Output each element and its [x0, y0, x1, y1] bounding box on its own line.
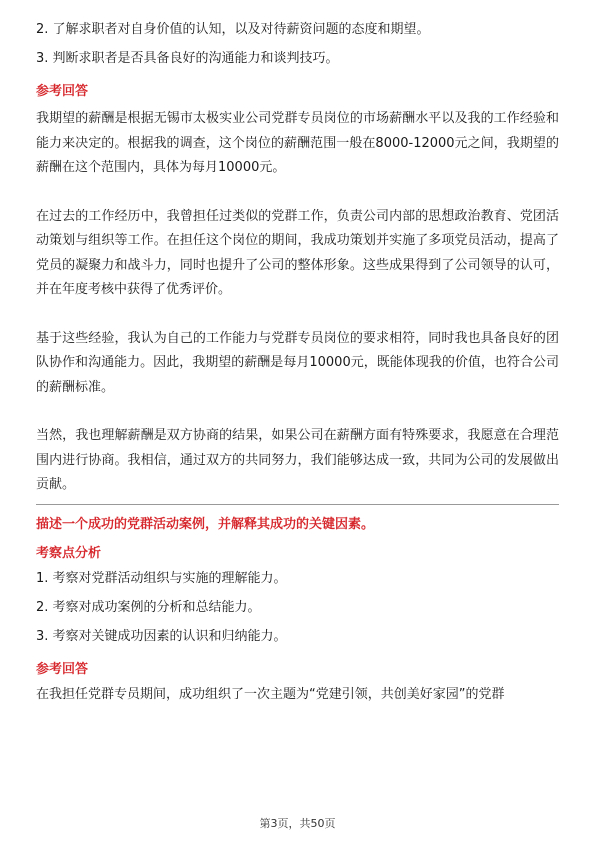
answer-paragraph: 在过去的工作经历中，我曾担任过类似的党群工作，负责公司内部的思想政治教育、党团活动策划与组织等工作。在担任这个岗位的期间，我成功策划并实施了多项党员活动，提高了党员的凝聚力和战斗力，同时也提升了公司的整体形象。这些成果得到了公司领导的认可，并在年度考核中获得了优秀评价。	[36, 208, 559, 297]
reference-answer-heading-2: 参考回答	[36, 661, 89, 677]
list-item: 2. 考察对成功案例的分析和总结能力。	[36, 599, 261, 615]
reference-answer-heading: 参考回答	[36, 84, 89, 99]
answer-paragraph: 我期望的薪酬是根据无锡市太极实业公司党群专员岗位的市场薪酬水平以及我的工作经验和能力来决定的。根据我的调查，这个岗位的薪酬范围一般在8000-12000元之间，我期望的薪酬在这个范围内，具体为每月10000元。	[36, 111, 559, 175]
list-item: 3. 判断求职者是否具备良好的沟通能力和谈判技巧。	[36, 51, 339, 66]
list-item: 3. 考察对关键成功因素的认识和归纳能力。	[36, 628, 287, 644]
answer-paragraph-tail: 在我担任党群专员期间，成功组织了一次主题为“党建引领，共创美好家园”的党群	[36, 686, 505, 702]
document-page	[36, 20, 559, 705]
answer-paragraph: 基于这些经验，我认为自己的工作能力与党群专员岗位的要求相符，同时我也具备良好的团队协作和沟通能力。因此，我期望的薪酬是每月10000元，既能体现我的价值，也符合公司的薪酬标准。	[36, 330, 559, 395]
list-item: 2. 了解求职者对自身价值的认知，以及对待薪资问题的态度和期望。	[36, 22, 430, 37]
answer-paragraph: 当然，我也理解薪酬是双方协商的结果，如果公司在薪酬方面有特殊要求，我愿意在合理范围内进行协商。我相信，通过双方的共同努力，我们能够达成一致，共同为公司的发展做出贡献。	[36, 428, 559, 492]
analysis-heading: 考察点分析	[36, 545, 102, 561]
list-item: 1. 考察对党群活动组织与实施的理解能力。	[36, 570, 287, 586]
question-heading: 描述一个成功的党群活动案例，并解释其成功的关键因素。	[36, 516, 375, 532]
page-footer: 第3页，共50页	[259, 817, 336, 830]
section-divider	[36, 504, 559, 505]
